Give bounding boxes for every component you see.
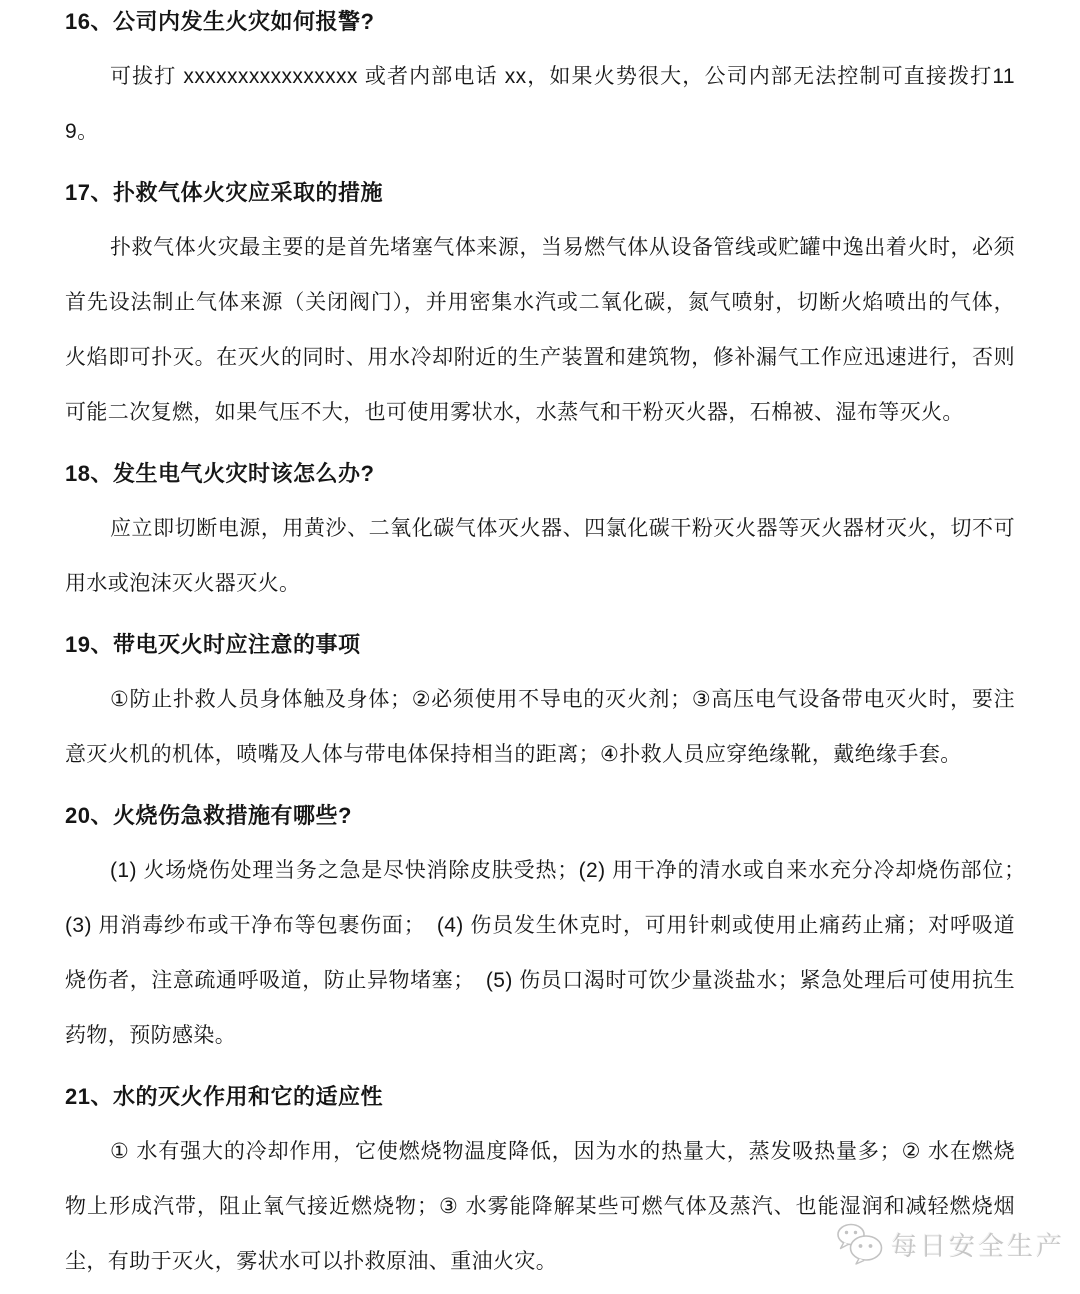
question-17-heading: 17、扑救气体火灾应采取的措施: [65, 180, 383, 205]
question-16-heading: 16、公司内发生火灾如何报警?: [65, 9, 375, 34]
question-18-heading: 18、发生电气火灾时该怎么办?: [65, 461, 375, 486]
watermark-text: 每日安全生产: [891, 1230, 1066, 1261]
document-page: [65, 0, 1037, 1289]
answer-16-paragraph: 可拔打 xxxxxxxxxxxxxxxx 或者内部电话 xx，如果火势很大，公司内部无法控制可直接拨打119。: [65, 65, 1015, 143]
answer-18-paragraph: 应立即切断电源，用黄沙、二氧化碳气体灭火器、四氯化碳干粉灭火器等灭火器材灭火，切不可用水或泡沫灭火器灭火。: [65, 517, 1015, 595]
answer-21-paragraph: ① 水有强大的冷却作用，它使燃烧物温度降低，因为水的热量大，蒸发吸热量多；② 水在燃烧物上形成汽带，阻止氧气接近燃烧物；③ 水雾能降解某些可燃气体及蒸汽、也能湿润和减轻燃烧烟尘，有助于灭火，雾状水可以扑救原油、重油火灾。: [65, 1140, 1015, 1273]
answer-19-paragraph: ①防止扑救人员身体触及身体；②必须使用不导电的灭火剂；③高压电气设备带电灭火时，要注意灭火机的机体，喷嘴及人体与带电体保持相当的距离；④扑救人员应穿绝缘靴，戴绝缘手套。: [65, 688, 1015, 766]
answer-20-paragraph: (1) 火场烧伤处理当务之急是尽快消除皮肤受热；(2) 用干净的清水或自来水充分冷却烧伤部位； (3) 用消毒纱布或干净布等包裹伤面； (4) 伤员发生休克时，可用针刺或使用止痛药止痛；对呼吸道烧伤者，注意疏通呼吸道，防止异物堵塞； (5) 伤员口渴时可饮少量淡盐水；紧急处理后可使用抗生药物，预防感染。: [65, 859, 1037, 1047]
question-21-heading: 21、水的灭火作用和它的适应性: [65, 1084, 383, 1109]
question-20-heading: 20、火烧伤急救措施有哪些?: [65, 803, 352, 828]
question-19-heading: 19、带电灭火时应注意的事项: [65, 632, 361, 657]
answer-17-paragraph: 扑救气体火灾最主要的是首先堵塞气体来源，当易燃气体从设备管线或贮罐中逸出着火时，必须首先设法制止气体来源（关闭阀门），并用密集水汽或二氧化碳，氮气喷射，切断火焰喷出的气体，火焰即可扑灭。在灭火的同时、用水冷却附近的生产装置和建筑物，修补漏气工作应迅速进行，否则可能二次复燃，如果气压不大，也可使用雾状水，水蒸气和干粉灭火器，石棉被、湿布等灭火。: [65, 236, 1015, 424]
